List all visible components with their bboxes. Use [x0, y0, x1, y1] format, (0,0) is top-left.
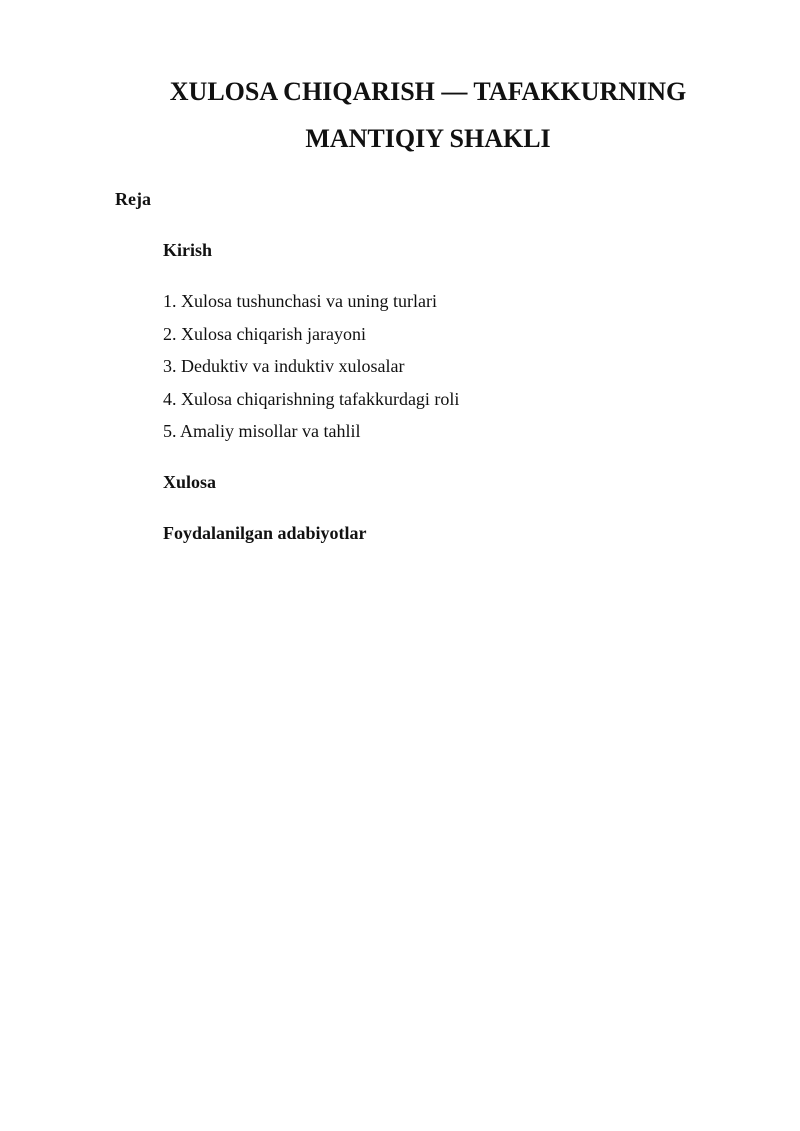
references-heading: Foydalanilgan adabiyotlar [163, 523, 367, 543]
plan-item: 4. Xulosa chiqarishning tafakkurdagi roli [163, 388, 460, 409]
conclusion-heading: Xulosa [163, 472, 217, 492]
plan-item: 5. Amaliy misollar va tahlil [163, 421, 361, 442]
plan-heading: Reja [115, 189, 151, 209]
plan-item: 1. Xulosa tushunchasi va uning turlari [163, 291, 437, 311]
plan-list [163, 292, 459, 455]
document-title-line-2: MANTIQIY SHAKLI [305, 124, 551, 153]
document-title-line-1: XULOSA CHIQARISH — TAFAKKURNING [169, 77, 687, 106]
plan-item: 3. Deduktiv va induktiv xulosalar [163, 356, 405, 377]
plan-item: 2. Xulosa chiqarish jarayoni [163, 323, 366, 344]
intro-heading: Kirish [163, 240, 213, 260]
